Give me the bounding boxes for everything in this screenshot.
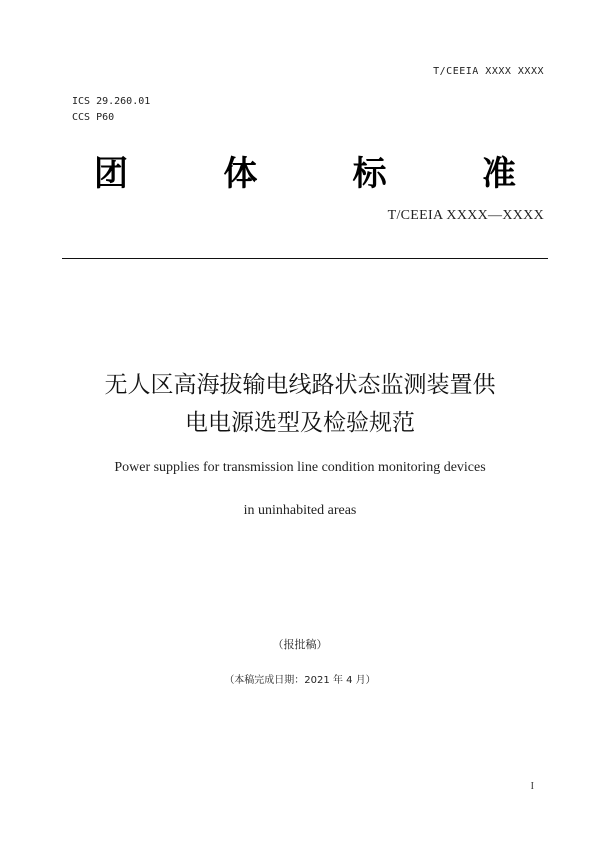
- title-char: 团: [94, 154, 128, 194]
- chinese-title-line-2: 电电源选型及检验规范: [185, 410, 415, 436]
- title-char: 标: [352, 154, 387, 194]
- ccs-code: CCS P60: [72, 112, 115, 123]
- draft-status: （报批稿）: [272, 638, 328, 651]
- chinese-title-line-1: 无人区高海拔输电线路状态监测装置供: [104, 372, 496, 398]
- title-char: 体: [223, 154, 258, 194]
- page-number: I: [530, 781, 534, 792]
- standard-number: T/CEEIA XXXX—XXXX: [387, 208, 544, 223]
- completion-date: （本稿完成日期：2021 年 4 月）: [224, 675, 376, 686]
- title-char: 准: [481, 154, 516, 194]
- header-divider: [62, 258, 548, 259]
- standard-type-title: [60, 146, 548, 195]
- english-title-line-1: Power supplies for transmission line condition monitoring devices: [114, 460, 486, 475]
- chinese-title: [40, 366, 560, 442]
- document-code: T/CEEIA XXXX XXXX: [433, 66, 544, 77]
- ics-code: ICS 29.260.01: [72, 96, 151, 107]
- english-title-line-2: in uninhabited areas: [243, 503, 357, 518]
